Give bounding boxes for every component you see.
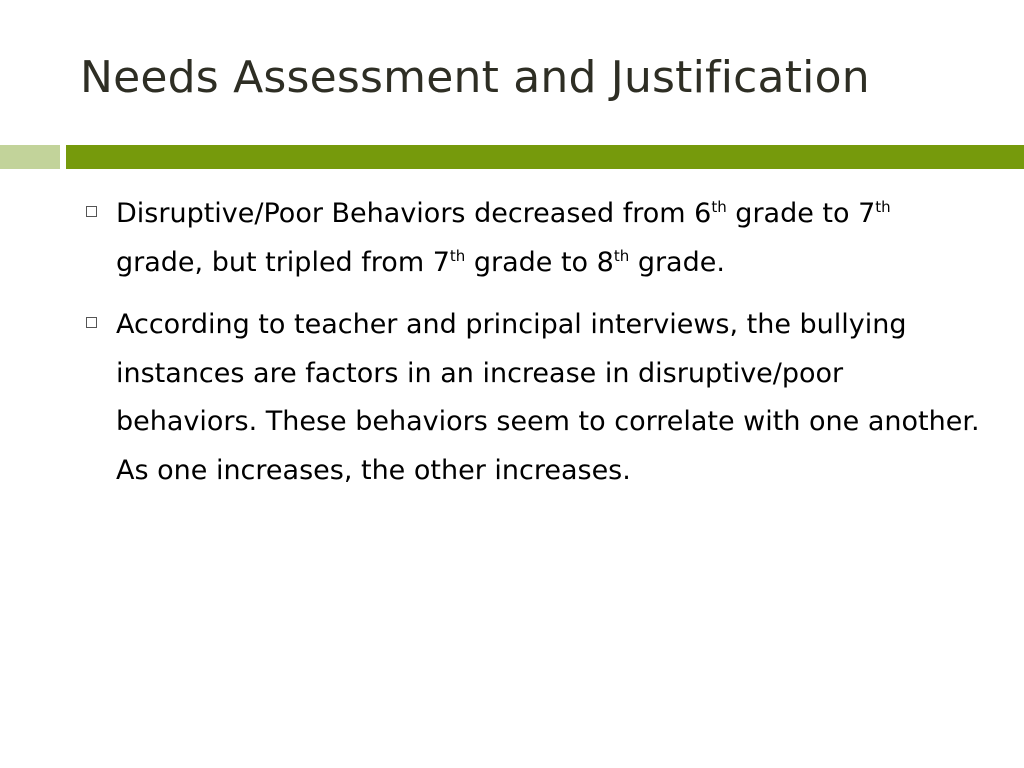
ordinal-superscript: th xyxy=(613,246,630,265)
ordinal-superscript: th xyxy=(711,198,727,216)
bullet-text-part: Disruptive/Poor Behaviors decreased from 6 xyxy=(116,198,712,229)
bullet-item xyxy=(80,301,980,495)
title-rule-accent xyxy=(0,145,60,169)
ordinal-superscript: th xyxy=(875,198,891,216)
bullet-list xyxy=(80,190,980,509)
bullet-text-part: grade. xyxy=(629,246,725,278)
title-rule-bar xyxy=(66,145,1024,169)
bullet-text-part: grade to 8 xyxy=(465,246,614,278)
bullet-text-part: grade, but tripled from 7 xyxy=(116,246,450,278)
ordinal-superscript: th xyxy=(449,246,466,265)
bullet-text: According to teacher and principal interviews, the bullying instances are factors in an increase in disruptive/poor behaviors. These behaviors seem to correlate with one another. As one increases, the other increases. xyxy=(116,309,980,486)
bullet-text xyxy=(116,190,980,287)
slide-title: Needs Assessment and Justification xyxy=(80,52,870,103)
bullet-item xyxy=(80,190,980,287)
bullet-text-part: grade to 7 xyxy=(726,198,876,229)
square-bullet-icon xyxy=(86,206,97,217)
square-bullet-icon xyxy=(86,317,97,328)
